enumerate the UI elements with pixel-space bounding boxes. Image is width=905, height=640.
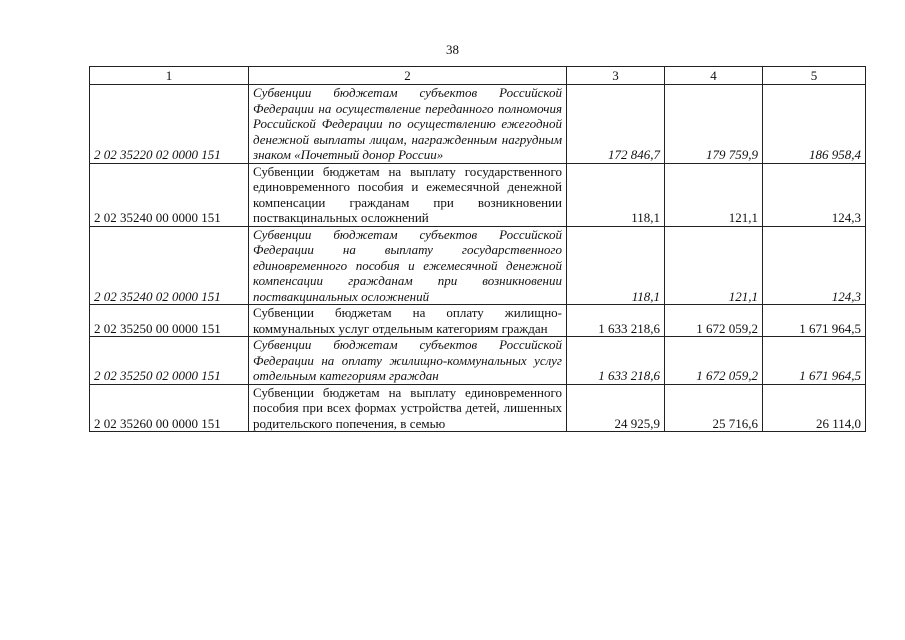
value-col-5: 124,3	[763, 163, 866, 226]
column-header-4: 4	[665, 67, 763, 85]
budget-code: 2 02 35240 00 0000 151	[90, 163, 249, 226]
budget-table	[89, 66, 866, 432]
table-row	[90, 85, 866, 164]
value-col-5: 1 671 964,5	[763, 305, 866, 337]
table-header	[90, 67, 866, 85]
value-col-5: 186 958,4	[763, 85, 866, 164]
value-col-3: 118,1	[567, 163, 665, 226]
row-description: Субвенции бюджетам субъектов Российской Федерации на оплату жилищно-коммунальных услуг отдельным категориям граждан	[249, 337, 567, 385]
value-col-4: 1 672 059,2	[665, 337, 763, 385]
row-description: Субвенции бюджетам на выплату государственного единовременного пособия и ежемесячной денежной компенсации гражданам при возникновении поствакцинальных осложнений	[249, 163, 567, 226]
table-row	[90, 163, 866, 226]
column-header-5: 5	[763, 67, 866, 85]
value-col-4: 121,1	[665, 163, 763, 226]
column-header-2: 2	[249, 67, 567, 85]
budget-code: 2 02 35240 02 0000 151	[90, 226, 249, 305]
value-col-4: 179 759,9	[665, 85, 763, 164]
value-col-5: 1 671 964,5	[763, 337, 866, 385]
row-description: Субвенции бюджетам субъектов Российской Федерации на осуществление переданного полномочия Российской Федерации по осуществлению ежегодной денежной выплаты лицам, награжденным нагрудным знаком «Почетный донор России»	[249, 85, 567, 164]
row-description: Субвенции бюджетам на выплату единовременного пособия при всех формах устройства детей, лишенных родительского попечения, в семью	[249, 384, 567, 432]
header-row	[90, 67, 866, 85]
value-col-3: 1 633 218,6	[567, 305, 665, 337]
value-col-5: 124,3	[763, 226, 866, 305]
budget-code: 2 02 35220 02 0000 151	[90, 85, 249, 164]
value-col-3: 24 925,9	[567, 384, 665, 432]
table-body	[90, 85, 866, 432]
budget-code: 2 02 35250 00 0000 151	[90, 305, 249, 337]
budget-code: 2 02 35260 00 0000 151	[90, 384, 249, 432]
row-description: Субвенции бюджетам субъектов Российской Федерации на выплату государственного единовременного пособия и ежемесячной денежной компенсации гражданам при возникновении поствакцинальных осложнений	[249, 226, 567, 305]
value-col-5: 26 114,0	[763, 384, 866, 432]
budget-code: 2 02 35250 02 0000 151	[90, 337, 249, 385]
column-header-1: 1	[90, 67, 249, 85]
table-row	[90, 226, 866, 305]
value-col-3: 172 846,7	[567, 85, 665, 164]
value-col-4: 25 716,6	[665, 384, 763, 432]
table-row	[90, 384, 866, 432]
table-row	[90, 305, 866, 337]
value-col-4: 1 672 059,2	[665, 305, 763, 337]
row-description: Субвенции бюджетам на оплату жилищно-коммунальных услуг отдельным категориям граждан	[249, 305, 567, 337]
column-header-3: 3	[567, 67, 665, 85]
table-row	[90, 337, 866, 385]
page-number: 38	[446, 42, 459, 57]
value-col-3: 118,1	[567, 226, 665, 305]
value-col-3: 1 633 218,6	[567, 337, 665, 385]
value-col-4: 121,1	[665, 226, 763, 305]
